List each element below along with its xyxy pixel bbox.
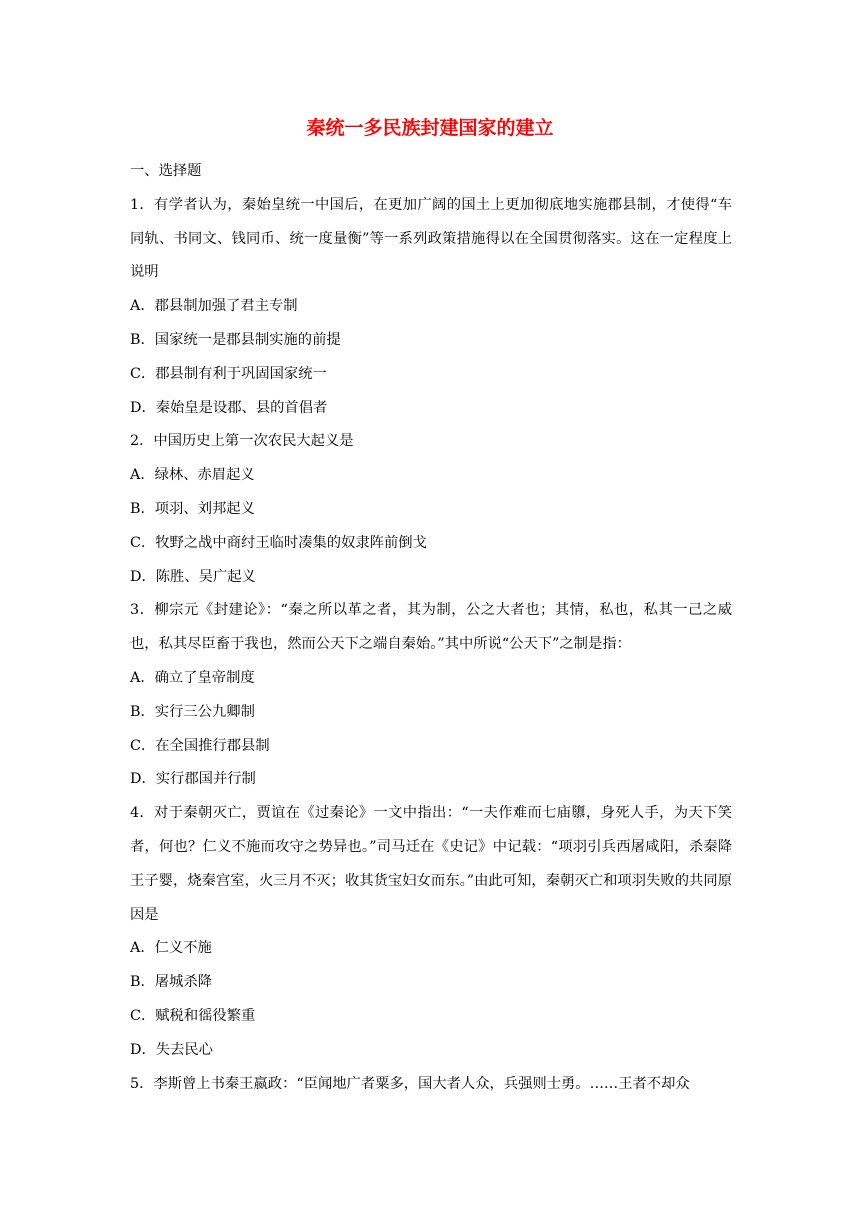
question-2-option-c: C．牧野之战中商纣王临时凑集的奴隶阵前倒戈: [130, 534, 427, 551]
question-2-option-a: A．绿林、赤眉起义: [130, 467, 255, 484]
question-1-option-c: C．郡县制有利于巩固国家统一: [130, 365, 327, 382]
question-stem-4: 4．对于秦朝灭亡，贾谊在《过秦论》一文中指出：“一夫作难而七庙隳，身死人手，为天下笑者，何也？仁义不施而攻守之势异也。”司马迁在《史记》中记载：“项羽引兵西屠咸阳，杀秦降王子婴，烧秦宫室，火三月不灭；收其货宝妇女而东。”由此可知，秦朝灭亡和项羽失败的共同原因是: [130, 805, 732, 923]
question-4-option-b: B．屠城杀降: [130, 974, 212, 991]
question-2-option-b: B．项羽、刘邦起义: [130, 500, 255, 517]
question-4-option-a: A．仁义不施: [130, 940, 212, 957]
section-heading: 一、选择题: [130, 163, 202, 179]
question-4-option-c: C．赋税和徭役繁重: [130, 1007, 256, 1024]
question-3-option-d: D．实行郡国并行制: [130, 771, 256, 788]
question-1-option-a: A．郡县制加强了君主专制: [130, 298, 298, 315]
question-3-option-a: A．确立了皇帝制度: [130, 669, 255, 686]
question-3-option-b: B．实行三公九卿制: [130, 703, 255, 720]
question-stem-2: 2．中国历史上第一次农民大起义是: [130, 433, 354, 450]
question-1-option-d: D．秦始皇是设郡、县的首倡者: [130, 399, 328, 416]
question-3-option-c: C．在全国推行郡县制: [130, 737, 270, 754]
document-title: 秦统一多民族封建国家的建立: [306, 117, 554, 139]
question-4-option-d: D．失去民心: [130, 1041, 213, 1058]
question-2-option-d: D．陈胜、吴广起义: [130, 568, 256, 585]
question-stem-1: 1．有学者认为，秦始皇统一中国后，在更加广阔的国土上更加彻底地实施郡县制，才使得“车同轨、书同文、钱同币、统一度量衡”等一系列政策措施得以在全国贯彻落实。这在一定程度上说明: [130, 196, 732, 281]
question-1-option-b: B．国家统一是郡县制实施的前提: [130, 331, 341, 348]
question-list: [130, 155, 732, 1101]
question-stem-5: 5．李斯曾上书秦王嬴政：“臣闻地广者粟多，国大者人众，兵强则士勇。……王者不却众: [130, 1075, 690, 1092]
question-stem-3: 3．柳宗元《封建论》：“秦之所以革之者，其为制，公之大者也；其情，私也，私其一己之威也，私其尽臣畜于我也，然而公天下之端自秦始。”其中所说“公天下”之制是指：: [130, 602, 732, 653]
